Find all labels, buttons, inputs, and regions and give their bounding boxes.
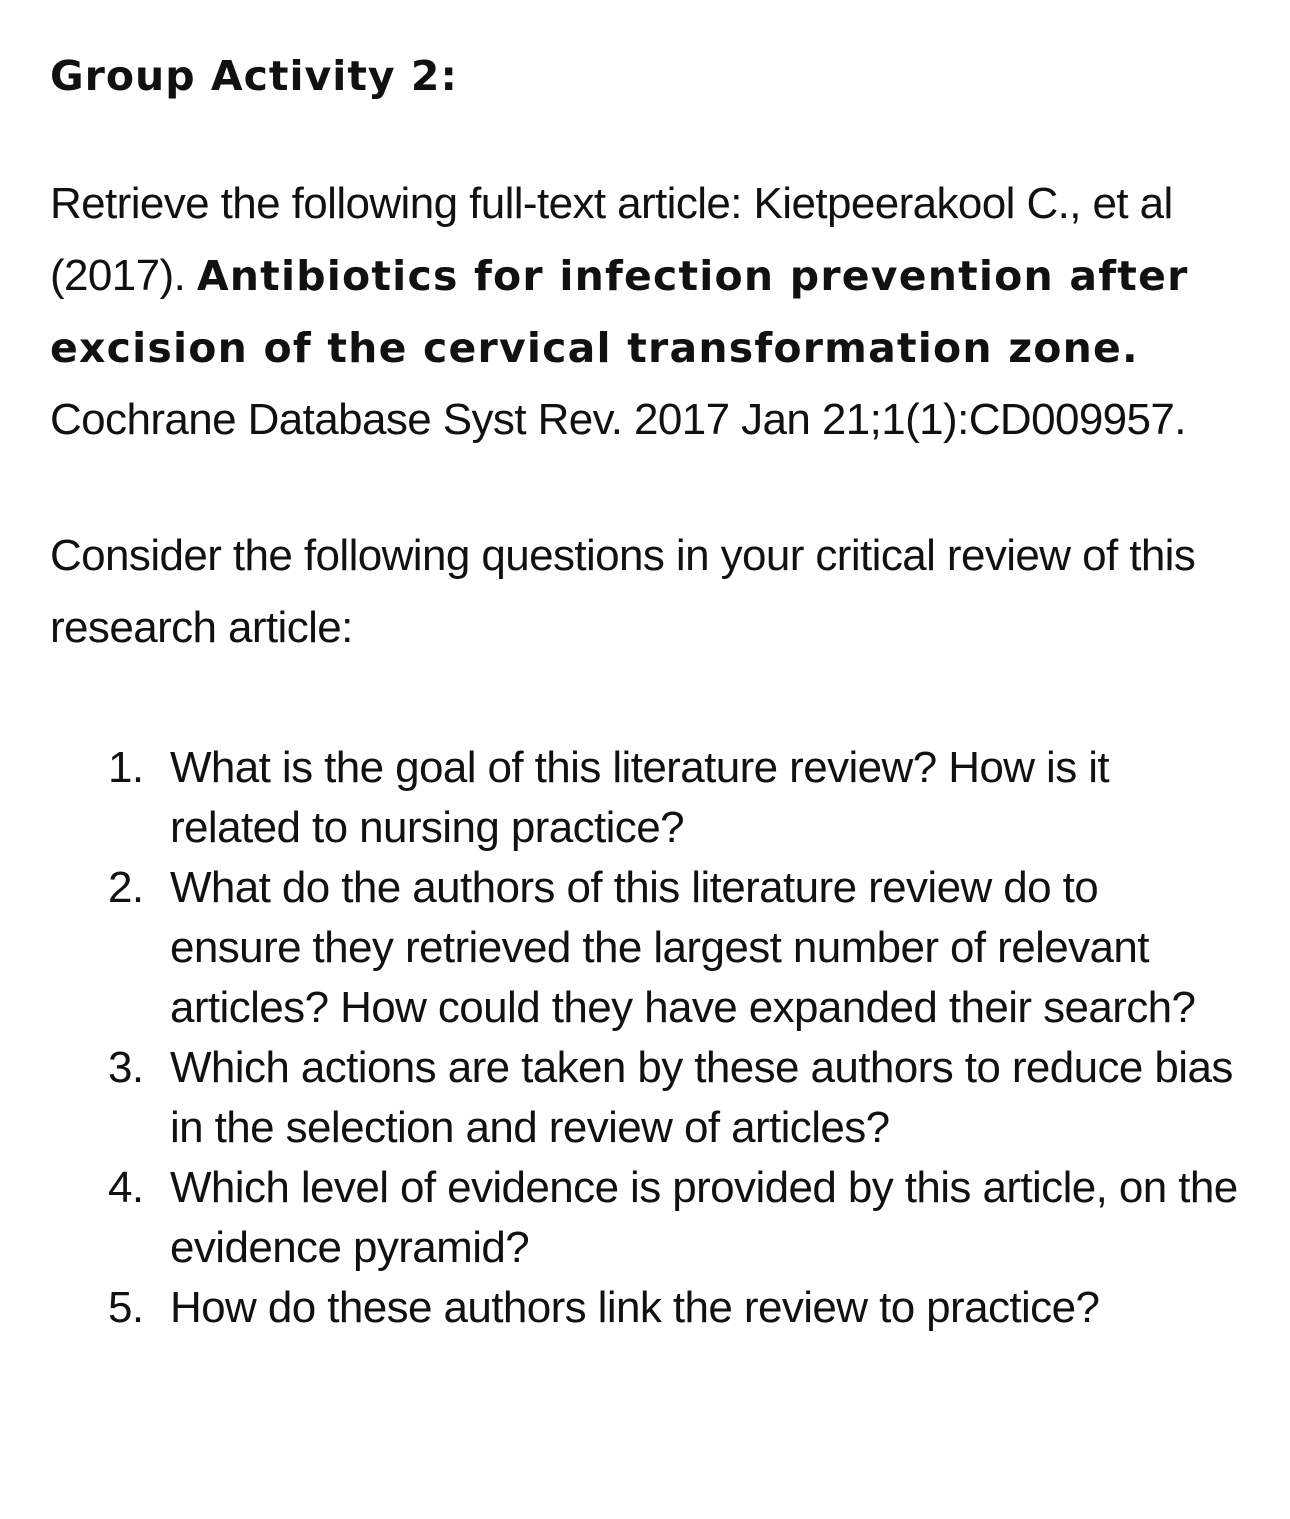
question-text: What do the authors of this literature review do to ensure they retrieved the largest number of relevant articles? How could they have expanded their search? [170,863,1196,1032]
question-number: 3. [108,1043,144,1092]
question-text: What is the goal of this literature review? How is it related to nursing practice? [170,743,1110,852]
instructions-paragraph: Consider the following questions in your critical review of this research article: [50,531,1196,652]
question-number: 4. [108,1163,144,1212]
list-item [50,1038,1240,1158]
list-item [50,1278,1240,1338]
question-text: Which level of evidence is provided by this article, on the evidence pyramid? [170,1163,1238,1272]
list-item [50,738,1240,858]
question-number: 5. [108,1283,144,1332]
question-number: 2. [108,863,144,912]
list-item [50,858,1240,1038]
questions-list [50,738,1240,1338]
question-text: Which actions are taken by these authors to reduce bias in the selection and review of articles? [170,1043,1233,1152]
reference-lead-text: Retrieve the following full-text article: Kietpeerakool C., et al (2017). [50,179,1173,300]
question-number: 1. [108,743,144,792]
question-text: How do these authors link the review to practice? [170,1283,1100,1332]
list-item [50,1158,1240,1278]
page-title: Group Activity 2: [50,52,458,100]
article-title: Antibiotics for infection prevention after excision of the cervical transformation zone. [50,252,1189,372]
article-reference-paragraph [50,168,1240,456]
article-citation: Cochrane Database Syst Rev. 2017 Jan 21;1(1):CD009957. [50,395,1186,444]
